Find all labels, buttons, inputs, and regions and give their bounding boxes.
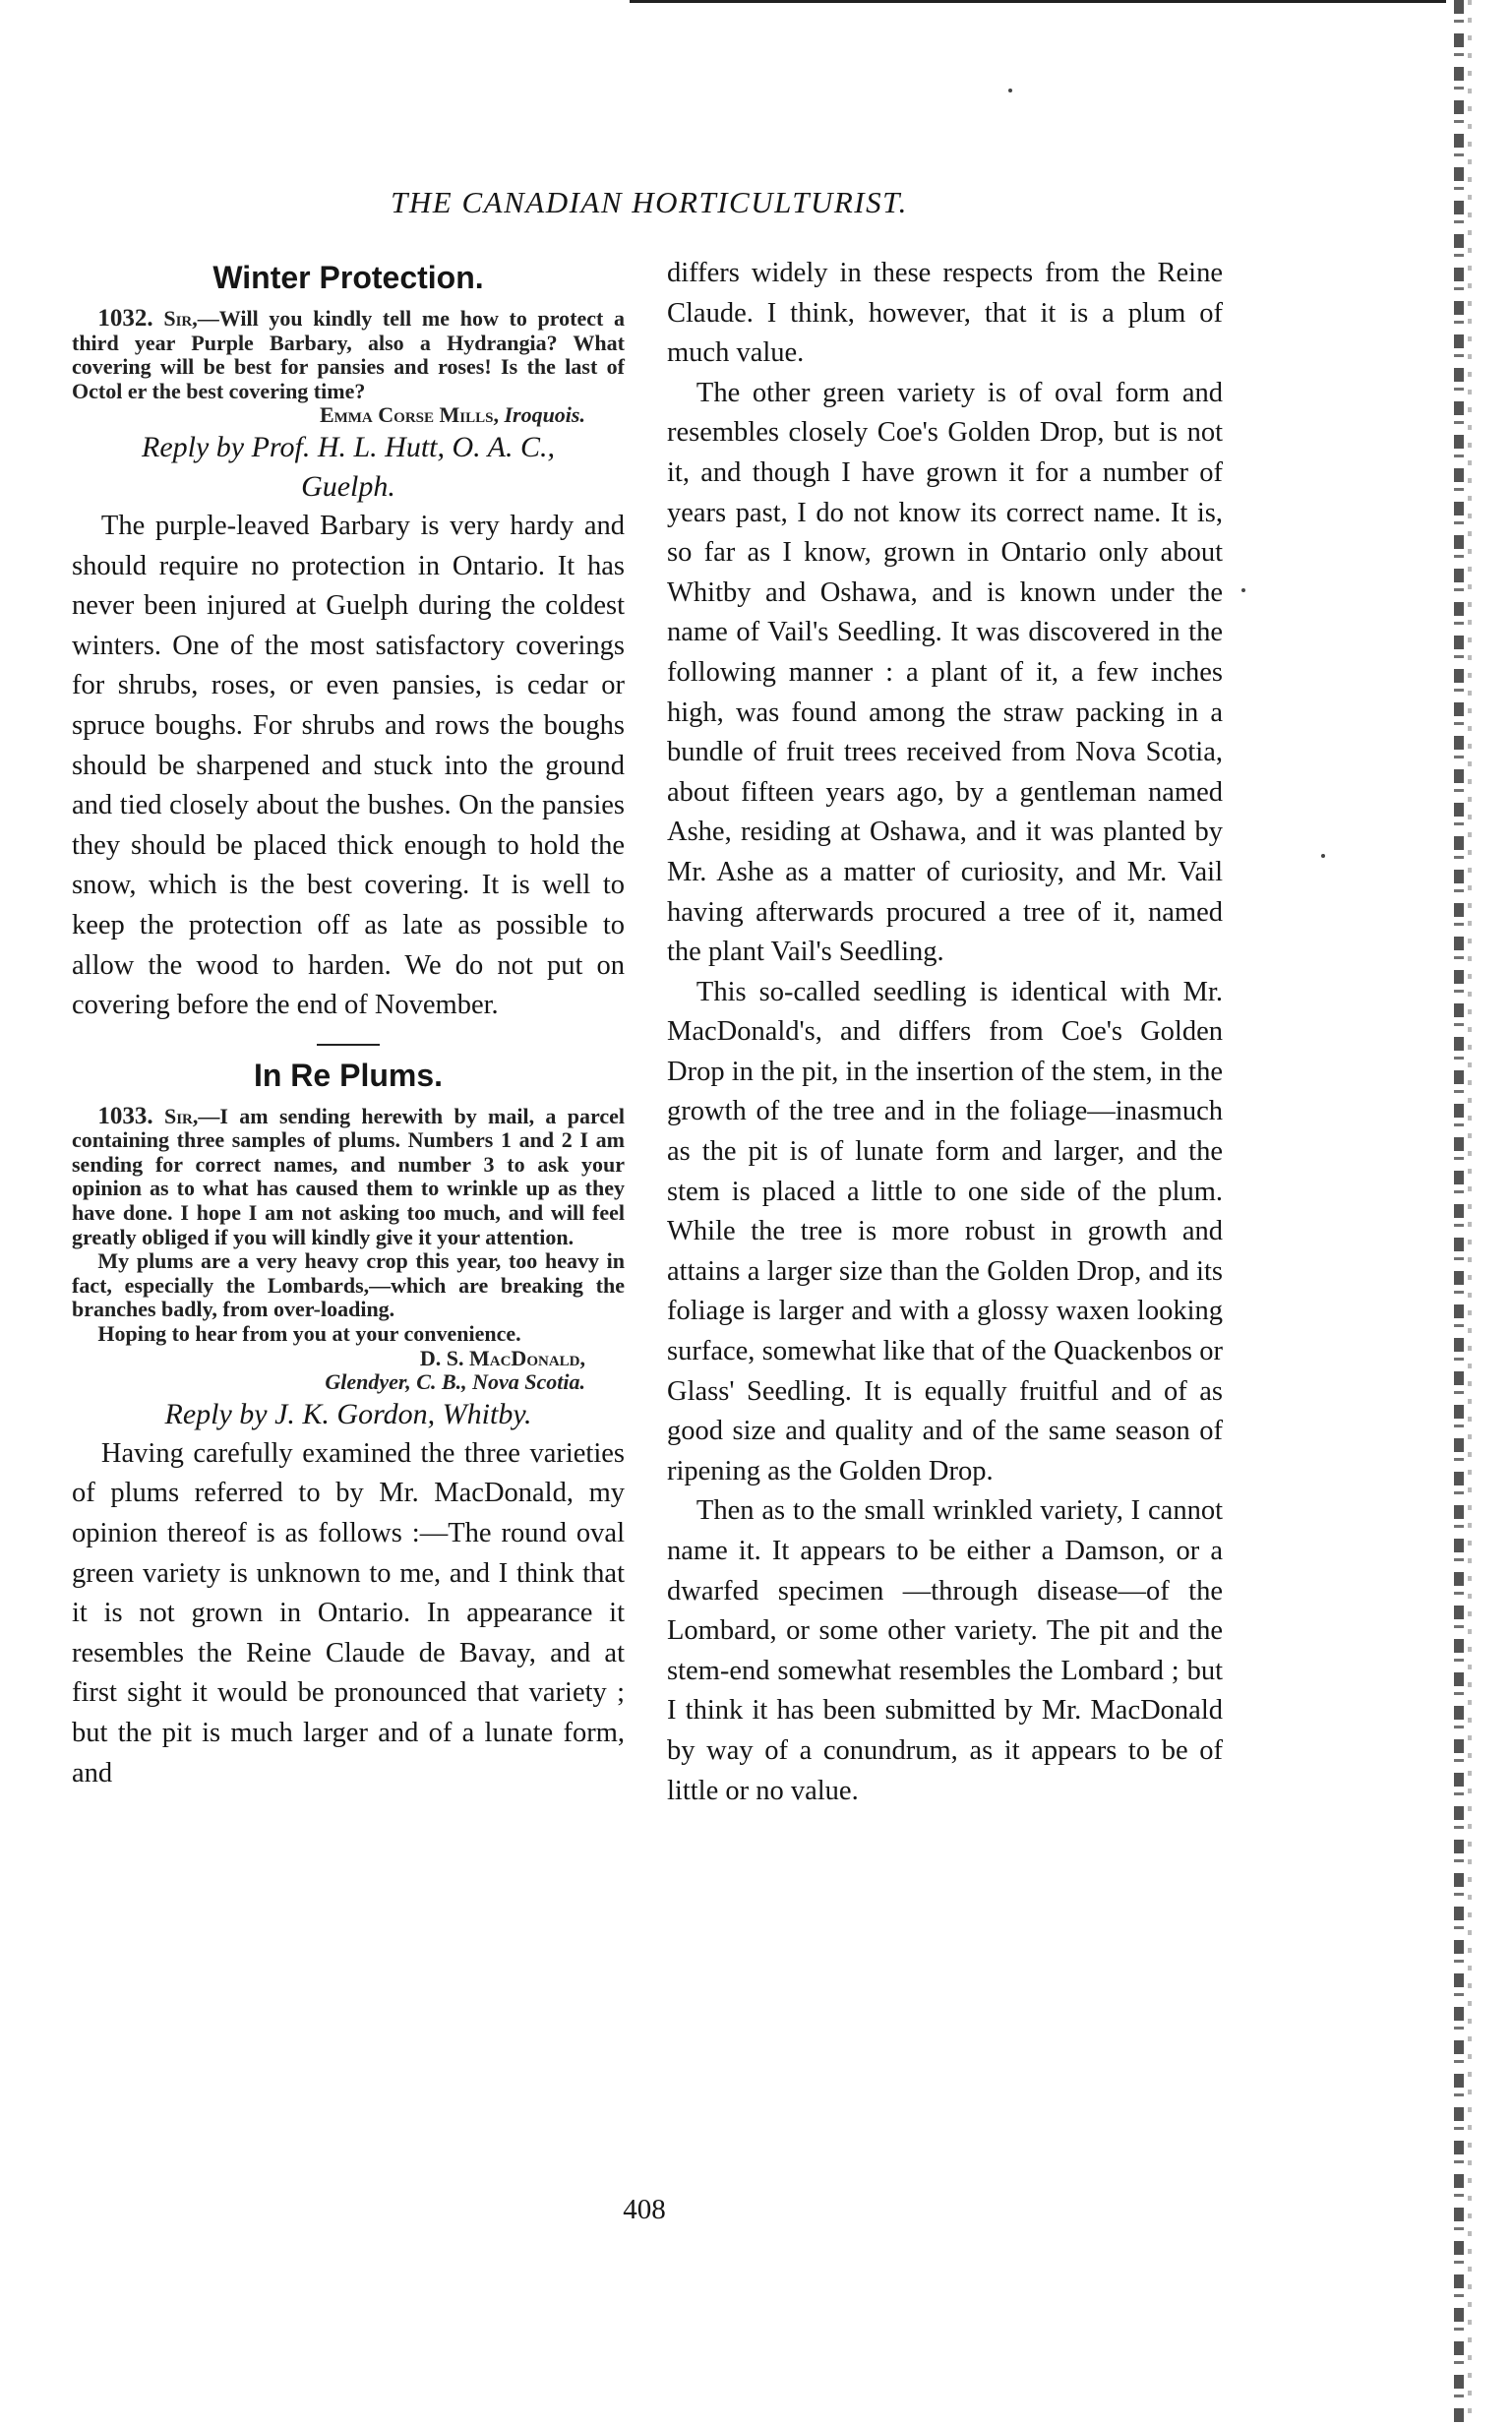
query-signature [72,403,625,428]
signature-name: Emma Corse Mills, [319,402,499,428]
article-in-re-plums [72,1056,625,1793]
page-number: 408 [623,2194,666,2225]
query-letter [72,1102,625,1250]
query-text-2: My plums are a very heavy crop this year, too heavy in fact, especially the Lombards,—which are breaking the branches badly, from over-loading. [72,1248,625,1322]
running-head: THE CANADIAN HORTICULTURIST. [391,185,908,219]
left-column [72,254,625,1793]
query-letter [72,307,625,403]
reply-byline-line1: Reply by Prof. H. L. Hutt, O. A. C., [142,430,555,463]
page-edge-speckle [1468,0,1472,2425]
query-number: 1032. [97,305,153,332]
right-column [667,254,1223,1811]
query-signature [72,1347,625,1395]
reply-byline-line2: Guelph. [301,469,395,503]
salutation: Sir, [163,306,198,331]
ink-speck [1321,854,1325,858]
body-paragraph: The other green variety is of oval form and resembles closely Coe's Golden Drop, but is not it, and though I have grown it for a number of years past, I do not know its correct name. It is, so far as I know, grown in Ontario only about Whitby and Oshawa, and is known under the name of Vail's Seedling. It was discovered in the following manner : a plant of it, a few inches high, was found among the straw packing in a bundle of fruit trees received from Nova Scotia, about fifteen years ago, by a gentleman named Ashe, residing at Oshawa, and it was planted by Mr. Ashe as a matter of curiosity, and Mr. Vail having afterwards procured a tree of it, named the plant Vail's Seedling. [667,377,1223,968]
query-text: —Will you kindly tell me how to protect a third year Purple Barbary, also a Hydrangia? What covering will be best for pansies and roses! Is the last of Octol er the best covering time? [72,306,626,403]
body-paragraph: This so-called seedling is identical with Mr. MacDonald's, and differs from Coe's Golden Drop in the pit, in the insertion of the stem, in the growth of the tree and in the foliage—inasmuch as the pit is of lunate form and larger, and the stem is placed a little to one side of the plum. While the tree is more robust in growth and attains a larger size than the Golden Drop, and its foliage is larger and with a glossy waxen looking surface, somewhat like that of the Quackenbos or Glass' Seedling. It is equally fruitful and of as good size and quality and of the same season of ripening as the Golden Drop. [667,976,1223,1486]
page-edge-shadow [1454,0,1464,2425]
top-edge-rule [630,0,1446,3]
signature-place: Iroquois. [504,402,585,428]
reply-byline [72,428,625,507]
reply-byline: Reply by J. K. Gordon, Whitby. [164,1397,532,1430]
reply-body: Having carefully examined the three varieties of plums referred to by Mr. MacDonald, my opinion thereof is as follows :—The round oval green variety is unknown to me, and I think that it is not grown in Ontario. In appearance it resembles the Reine Claude de Bavay, and at first sight it would be pronounced that variety ; but the pit is much larger and of a lunate form, and [72,1437,625,1788]
article-heading: In Re Plums. [253,1057,444,1093]
ink-speck [1008,89,1012,92]
body-paragraph-continued: differs widely in these respects from the Reine Claude. I think, however, that it is a plum of much value. [667,258,1223,369]
ink-speck [1241,588,1245,592]
section-divider [317,1044,380,1046]
signature-place: Glendyer, C. B., Nova Scotia. [325,1369,585,1395]
body-paragraph: Then as to the small wrinkled variety, I cannot name it. It appears to be either a Damson, or a dwarfed specimen —through disease—of the Lombard, or some other variety. The pit and the stem-end somewhat resembles the Lombard ; but I think it has been submitted by Mr. MacDonald by way of a conundrum, as it appears to be of little or no value. [667,1495,1223,1806]
article-winter-protection [72,258,625,1026]
query-text-3: Hoping to hear from you at your convenience. [97,1321,521,1347]
article-heading: Winter Protection. [212,260,484,295]
reply-body: The purple-leaved Barbary is very hardy and should require no protection in Ontario. It has never been injured at Guelph during the coldest winters. One of the most satisfactory coverings for shrubs, roses, or even pansies, is cedar or spruce boughs. For shrubs and rows the boughs should be sharpened and stuck into the ground and tied closely about the bushes. On the pansies they should be placed thick enough to hold the snow, which is the best covering. It is well to keep the protection off as late as possible to allow the wood to harden. We do not put on covering before the end of November. [72,510,625,1021]
query-text: —I am sending herewith by mail, a parcel containing three samples of plums. Numbers 1 and 2 I am sending for correct names, and number 3 to ask your opinion as to what has caused them to wrinkle up as they have done. I hope I am not asking too much, and will feel greatly obliged if you will kindly give it your attention. [72,1103,625,1249]
salutation: Sir, [163,1103,199,1128]
query-number: 1033. [97,1102,153,1129]
signature-name: D. S. MacDonald, [419,1345,585,1370]
